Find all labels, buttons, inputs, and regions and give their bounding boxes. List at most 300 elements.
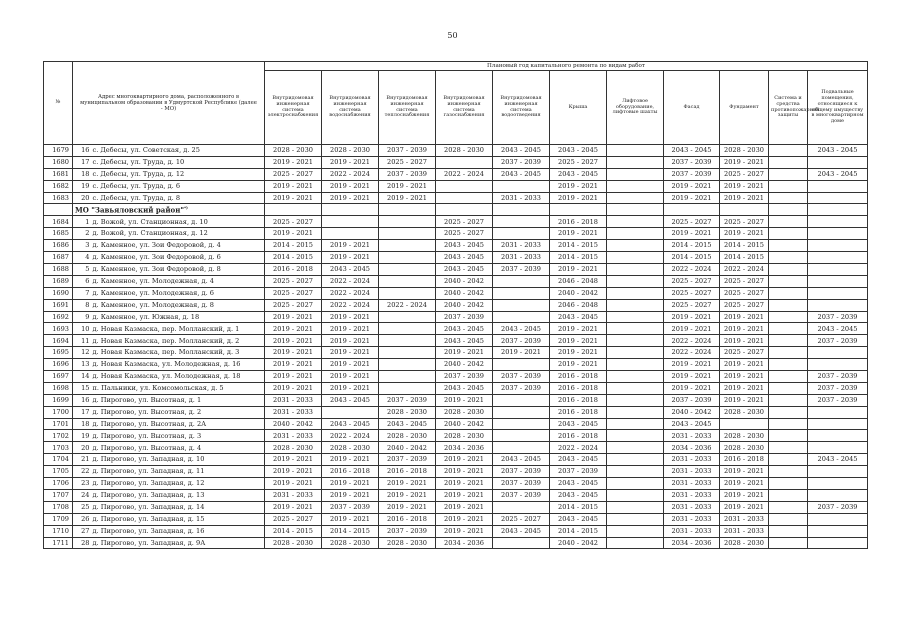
row-year-cell: 2043 - 2045: [808, 323, 868, 335]
row-seq-number: 21: [73, 454, 91, 466]
table-row: [44, 299, 868, 311]
row-year-cell: 2019 - 2021: [436, 525, 493, 537]
row-year-cell: 2043 - 2045: [436, 323, 493, 335]
row-id: 1702: [44, 430, 73, 442]
row-address: д. Пирогово, ул. Высотная, д. 3: [91, 430, 265, 442]
row-address: д. Новая Казмаска, пер. Молланский, д. 2: [91, 335, 265, 347]
row-seq-number: 15: [73, 382, 91, 394]
row-year-cell: 2025 - 2027: [265, 299, 322, 311]
row-year-cell: 2022 - 2024: [720, 264, 769, 276]
row-year-cell: 2040 - 2042: [379, 442, 436, 454]
row-year-cell: [769, 228, 808, 240]
row-year-cell: [493, 299, 550, 311]
district-empty-cell: [265, 204, 322, 216]
row-year-cell: [379, 264, 436, 276]
row-year-cell: [379, 216, 436, 228]
row-year-cell: [769, 513, 808, 525]
row-year-cell: [607, 513, 664, 525]
row-year-cell: 2025 - 2027: [436, 228, 493, 240]
row-year-cell: [607, 537, 664, 549]
row-year-cell: 2019 - 2021: [322, 240, 379, 252]
row-year-cell: [607, 478, 664, 490]
row-year-cell: 2016 - 2018: [379, 466, 436, 478]
row-year-cell: 2019 - 2021: [379, 192, 436, 204]
row-year-cell: 2025 - 2027: [720, 275, 769, 287]
row-year-cell: 2022 - 2024: [379, 299, 436, 311]
row-year-cell: [493, 406, 550, 418]
row-id: 1681: [44, 168, 73, 180]
row-year-cell: 2031 - 2033: [664, 489, 720, 501]
row-id: 1704: [44, 454, 73, 466]
row-year-cell: 2028 - 2030: [322, 537, 379, 549]
row-year-cell: 2019 - 2021: [720, 394, 769, 406]
row-year-cell: [769, 145, 808, 157]
row-year-cell: 2016 - 2018: [322, 466, 379, 478]
row-year-cell: 2019 - 2021: [436, 394, 493, 406]
row-seq-number: 7: [73, 287, 91, 299]
row-year-cell: 2043 - 2045: [493, 145, 550, 157]
row-year-cell: 2022 - 2024: [550, 442, 607, 454]
row-year-cell: [769, 430, 808, 442]
row-year-cell: 2040 - 2042: [265, 418, 322, 430]
row-year-cell: [607, 394, 664, 406]
row-year-cell: [607, 454, 664, 466]
row-year-cell: [769, 359, 808, 371]
row-year-cell: 2037 - 2039: [808, 335, 868, 347]
row-year-cell: 2043 - 2045: [379, 418, 436, 430]
row-id: 1684: [44, 216, 73, 228]
row-year-cell: [808, 228, 868, 240]
row-year-cell: [808, 192, 868, 204]
row-year-cell: 2016 - 2018: [550, 406, 607, 418]
row-address: д. Каменное, ул. Зои Федоровой, д. 6: [91, 252, 265, 264]
row-year-cell: 2019 - 2021: [436, 454, 493, 466]
row-id: 1686: [44, 240, 73, 252]
row-year-cell: 2037 - 2039: [493, 478, 550, 490]
row-year-cell: 2043 - 2045: [436, 264, 493, 276]
row-year-cell: 2037 - 2039: [493, 466, 550, 478]
row-address: с. Дебесы, ул. Труда, д. 10: [91, 156, 265, 168]
row-year-cell: 2019 - 2021: [265, 359, 322, 371]
row-address: д. Каменное, ул. Зои Федоровой, д. 4: [91, 240, 265, 252]
row-year-cell: 2031 - 2033: [265, 430, 322, 442]
row-address: д. Пирогово, ул. Западная, д. 12: [91, 478, 265, 490]
row-year-cell: 2031 - 2033: [265, 489, 322, 501]
row-year-cell: 2019 - 2021: [322, 347, 379, 359]
row-address: д. Новая Казмаска, ул. Молодежная, д. 16: [91, 359, 265, 371]
row-year-cell: 2046 - 2048: [550, 275, 607, 287]
row-year-cell: [808, 287, 868, 299]
row-year-cell: 2040 - 2042: [436, 418, 493, 430]
header-num: №: [44, 62, 73, 145]
row-year-cell: 2031 - 2033: [493, 252, 550, 264]
row-year-cell: 2031 - 2033: [493, 192, 550, 204]
row-address: д. Пирогово, ул. Западная, д. 11: [91, 466, 265, 478]
row-year-cell: 2025 - 2027: [265, 216, 322, 228]
row-year-cell: 2043 - 2045: [664, 145, 720, 157]
row-year-cell: 2019 - 2021: [265, 323, 322, 335]
row-year-cell: 2016 - 2018: [550, 216, 607, 228]
table-row: [44, 156, 868, 168]
row-year-cell: 2037 - 2039: [550, 466, 607, 478]
table-row: [44, 228, 868, 240]
row-year-cell: 2019 - 2021: [265, 501, 322, 513]
row-year-cell: 2028 - 2030: [379, 537, 436, 549]
row-id: 1679: [44, 145, 73, 157]
header-col: Внутридомовая инженерная система теплоснабжения: [379, 71, 436, 145]
row-year-cell: 2019 - 2021: [265, 156, 322, 168]
row-year-cell: 2019 - 2021: [550, 264, 607, 276]
row-address: д. Вожой, ул. Станционная, д. 10: [91, 216, 265, 228]
row-seq-number: 9: [73, 311, 91, 323]
row-year-cell: 2043 - 2045: [550, 311, 607, 323]
row-year-cell: 2040 - 2042: [550, 287, 607, 299]
row-year-cell: 2040 - 2042: [664, 406, 720, 418]
row-year-cell: 2037 - 2039: [379, 168, 436, 180]
row-year-cell: [808, 489, 868, 501]
row-id: 1710: [44, 525, 73, 537]
district-name: МО "Завьяловский район": [75, 205, 184, 215]
row-seq-number: 14: [73, 371, 91, 383]
row-id: 1689: [44, 275, 73, 287]
header-col: Внутридомовая инженерная система водоснабжения: [322, 71, 379, 145]
row-year-cell: 2019 - 2021: [265, 371, 322, 383]
row-address: д. Каменное, ул. Молодежная, д. 4: [91, 275, 265, 287]
row-address: д. Пирогово, ул. Западная, д. 10: [91, 454, 265, 466]
row-seq-number: 23: [73, 478, 91, 490]
header-plan-group: Плановый год капитального ремонта по видам работ: [265, 62, 868, 71]
row-address: с. Дебесы, ул. Труда, д. 6: [91, 180, 265, 192]
row-year-cell: [607, 156, 664, 168]
row-year-cell: 2016 - 2018: [550, 430, 607, 442]
row-year-cell: 2019 - 2021: [436, 501, 493, 513]
row-year-cell: 2037 - 2039: [808, 371, 868, 383]
row-year-cell: 2043 - 2045: [808, 168, 868, 180]
district-empty-cell: [769, 204, 808, 216]
row-year-cell: [808, 252, 868, 264]
row-address: д. Каменное, ул. Молодежная, д. 6: [91, 287, 265, 299]
row-year-cell: 2019 - 2021: [720, 180, 769, 192]
row-year-cell: [493, 275, 550, 287]
row-seq-number: 19: [73, 180, 91, 192]
row-year-cell: [769, 275, 808, 287]
row-year-cell: 2043 - 2045: [322, 394, 379, 406]
row-year-cell: 2037 - 2039: [493, 264, 550, 276]
table-row: [44, 382, 868, 394]
table-row: [44, 311, 868, 323]
row-year-cell: 2043 - 2045: [493, 525, 550, 537]
table-row: [44, 466, 868, 478]
row-id: 1688: [44, 264, 73, 276]
row-year-cell: 2019 - 2021: [720, 466, 769, 478]
capital-repair-schedule-table: [43, 61, 868, 549]
row-year-cell: 2028 - 2030: [720, 430, 769, 442]
row-year-cell: 2022 - 2024: [664, 264, 720, 276]
row-year-cell: [808, 406, 868, 418]
row-year-cell: 2043 - 2045: [322, 418, 379, 430]
row-year-cell: [769, 394, 808, 406]
district-empty-cell: [493, 204, 550, 216]
row-year-cell: 2022 - 2024: [322, 287, 379, 299]
row-year-cell: [493, 442, 550, 454]
row-year-cell: [769, 192, 808, 204]
header-col: Фасад: [664, 71, 720, 145]
district-name-cell: [73, 204, 265, 216]
row-id: 1706: [44, 478, 73, 490]
district-empty-cell: [664, 204, 720, 216]
row-year-cell: [808, 156, 868, 168]
page-number: 50: [447, 31, 458, 40]
row-year-cell: 2043 - 2045: [550, 513, 607, 525]
table-row: [44, 418, 868, 430]
row-year-cell: [769, 382, 808, 394]
row-year-cell: 2037 - 2039: [664, 394, 720, 406]
row-year-cell: [436, 180, 493, 192]
row-year-cell: 2037 - 2039: [664, 156, 720, 168]
row-address: д. Пирогово, ул. Высотная, д. 2: [91, 406, 265, 418]
row-year-cell: 2014 - 2015: [265, 240, 322, 252]
row-seq-number: 25: [73, 501, 91, 513]
row-year-cell: 2043 - 2045: [493, 323, 550, 335]
row-year-cell: 2019 - 2021: [322, 192, 379, 204]
row-year-cell: [769, 525, 808, 537]
row-year-cell: 2019 - 2021: [322, 382, 379, 394]
row-year-cell: [769, 180, 808, 192]
row-year-cell: [769, 252, 808, 264]
row-year-cell: 2019 - 2021: [322, 335, 379, 347]
row-year-cell: [493, 537, 550, 549]
table-row: [44, 287, 868, 299]
row-year-cell: [808, 430, 868, 442]
row-year-cell: 2037 - 2039: [808, 311, 868, 323]
row-year-cell: 2028 - 2030: [720, 537, 769, 549]
row-year-cell: 2037 - 2039: [493, 335, 550, 347]
row-year-cell: [769, 287, 808, 299]
row-year-cell: [379, 287, 436, 299]
row-year-cell: 2019 - 2021: [322, 371, 379, 383]
row-year-cell: 2014 - 2015: [265, 252, 322, 264]
row-year-cell: 2019 - 2021: [664, 359, 720, 371]
row-year-cell: [769, 240, 808, 252]
row-year-cell: [322, 228, 379, 240]
table-row: [44, 501, 868, 513]
row-id: 1682: [44, 180, 73, 192]
row-seq-number: 8: [73, 299, 91, 311]
row-year-cell: 2014 - 2015: [265, 525, 322, 537]
header-col: Лифтовое оборудование, лифтовые шахты: [607, 71, 664, 145]
row-year-cell: 2019 - 2021: [322, 513, 379, 525]
row-seq-number: 1: [73, 216, 91, 228]
row-seq-number: 17: [73, 406, 91, 418]
row-year-cell: 2025 - 2027: [720, 287, 769, 299]
row-year-cell: 2016 - 2018: [379, 513, 436, 525]
row-year-cell: [769, 299, 808, 311]
row-seq-number: 12: [73, 347, 91, 359]
row-year-cell: [379, 228, 436, 240]
row-year-cell: [808, 264, 868, 276]
row-address: д. Пирогово, ул. Высотная, д. 4: [91, 442, 265, 454]
row-id: 1699: [44, 394, 73, 406]
row-year-cell: 2022 - 2024: [436, 168, 493, 180]
row-year-cell: 2019 - 2021: [265, 192, 322, 204]
row-year-cell: [493, 430, 550, 442]
row-year-cell: 2043 - 2045: [550, 168, 607, 180]
row-seq-number: 11: [73, 335, 91, 347]
district-row: [44, 204, 868, 216]
row-year-cell: 2019 - 2021: [322, 180, 379, 192]
row-year-cell: 2019 - 2021: [664, 180, 720, 192]
row-id: 1707: [44, 489, 73, 501]
row-seq-number: 17: [73, 156, 91, 168]
row-id: 1705: [44, 466, 73, 478]
header-col: Внутридомовая инженерная система газоснабжения: [436, 71, 493, 145]
row-id: 1711: [44, 537, 73, 549]
row-year-cell: 2037 - 2039: [436, 311, 493, 323]
row-year-cell: [607, 240, 664, 252]
row-year-cell: 2019 - 2021: [265, 347, 322, 359]
row-year-cell: [607, 418, 664, 430]
district-empty-cell: [436, 204, 493, 216]
row-id: 1692: [44, 311, 73, 323]
row-id: 1694: [44, 335, 73, 347]
row-address: с. Дебесы, ул. Труда, д. 8: [91, 192, 265, 204]
row-seq-number: 16: [73, 394, 91, 406]
row-address: д. Новая Казмаска, пер. Молланский, д. 3: [91, 347, 265, 359]
row-year-cell: 2025 - 2027: [265, 513, 322, 525]
row-id: 1685: [44, 228, 73, 240]
row-year-cell: 2025 - 2027: [550, 156, 607, 168]
row-year-cell: [607, 430, 664, 442]
table-row: [44, 192, 868, 204]
row-year-cell: [607, 466, 664, 478]
row-year-cell: 2028 - 2030: [265, 145, 322, 157]
row-year-cell: 2019 - 2021: [720, 489, 769, 501]
row-year-cell: [769, 501, 808, 513]
row-year-cell: [769, 442, 808, 454]
row-year-cell: 2043 - 2045: [436, 240, 493, 252]
row-seq-number: 3: [73, 240, 91, 252]
row-year-cell: 2037 - 2039: [379, 145, 436, 157]
row-year-cell: 2031 - 2033: [265, 394, 322, 406]
row-year-cell: 2022 - 2024: [322, 275, 379, 287]
table-row: [44, 275, 868, 287]
row-address: д. Пирогово, ул. Западная, д. 16: [91, 525, 265, 537]
row-year-cell: 2043 - 2045: [808, 454, 868, 466]
row-year-cell: 2016 - 2018: [550, 382, 607, 394]
row-year-cell: [607, 216, 664, 228]
row-year-cell: [808, 513, 868, 525]
row-year-cell: 2019 - 2021: [265, 228, 322, 240]
table-row: [44, 168, 868, 180]
row-year-cell: [607, 525, 664, 537]
row-year-cell: 2025 - 2027: [664, 299, 720, 311]
row-year-cell: 2014 - 2015: [664, 240, 720, 252]
row-year-cell: 2034 - 2036: [664, 537, 720, 549]
row-year-cell: 2019 - 2021: [550, 180, 607, 192]
row-id: 1701: [44, 418, 73, 430]
row-year-cell: 2037 - 2039: [493, 382, 550, 394]
row-year-cell: [769, 371, 808, 383]
row-year-cell: [607, 192, 664, 204]
row-year-cell: 2037 - 2039: [379, 394, 436, 406]
row-year-cell: 2025 - 2027: [493, 513, 550, 525]
row-year-cell: [379, 275, 436, 287]
row-address: д. Пирогово, ул. Высотная, д. 2А: [91, 418, 265, 430]
header-col: Система и средства противопожарной защиты: [769, 71, 808, 145]
table-row: [44, 347, 868, 359]
row-seq-number: 22: [73, 466, 91, 478]
row-year-cell: [769, 216, 808, 228]
row-year-cell: 2019 - 2021: [322, 454, 379, 466]
row-year-cell: [322, 406, 379, 418]
row-year-cell: 2028 - 2030: [322, 145, 379, 157]
row-year-cell: [808, 299, 868, 311]
row-id: 1680: [44, 156, 73, 168]
row-year-cell: 2031 - 2033: [664, 466, 720, 478]
row-year-cell: [493, 359, 550, 371]
row-year-cell: 2019 - 2021: [550, 347, 607, 359]
row-year-cell: 2043 - 2045: [436, 335, 493, 347]
row-year-cell: 2031 - 2033: [664, 513, 720, 525]
row-year-cell: [607, 228, 664, 240]
row-year-cell: 2028 - 2030: [265, 442, 322, 454]
row-year-cell: 2043 - 2045: [664, 418, 720, 430]
row-year-cell: 2019 - 2021: [720, 323, 769, 335]
row-year-cell: [379, 347, 436, 359]
row-year-cell: 2043 - 2045: [493, 454, 550, 466]
row-seq-number: 19: [73, 430, 91, 442]
row-year-cell: 2040 - 2042: [436, 299, 493, 311]
row-year-cell: 2019 - 2021: [436, 513, 493, 525]
row-year-cell: 2028 - 2030: [720, 145, 769, 157]
row-year-cell: [607, 252, 664, 264]
row-seq-number: 4: [73, 252, 91, 264]
row-year-cell: [493, 180, 550, 192]
row-year-cell: 2043 - 2045: [322, 264, 379, 276]
row-year-cell: 2019 - 2021: [550, 335, 607, 347]
row-year-cell: 2031 - 2033: [265, 406, 322, 418]
row-year-cell: [493, 394, 550, 406]
district-empty-cell: [607, 204, 664, 216]
row-year-cell: 2019 - 2021: [436, 466, 493, 478]
row-year-cell: [769, 264, 808, 276]
row-year-cell: 2019 - 2021: [265, 335, 322, 347]
row-year-cell: 2043 - 2045: [550, 489, 607, 501]
row-year-cell: [379, 252, 436, 264]
row-year-cell: [493, 311, 550, 323]
row-year-cell: 2019 - 2021: [664, 192, 720, 204]
row-seq-number: 16: [73, 145, 91, 157]
table-row: [44, 442, 868, 454]
row-seq-number: 20: [73, 442, 91, 454]
row-year-cell: 2019 - 2021: [265, 466, 322, 478]
row-year-cell: 2019 - 2021: [720, 156, 769, 168]
row-year-cell: 2019 - 2021: [322, 156, 379, 168]
row-year-cell: 2019 - 2021: [550, 359, 607, 371]
row-year-cell: 2019 - 2021: [550, 228, 607, 240]
row-year-cell: 2019 - 2021: [720, 359, 769, 371]
row-year-cell: 2034 - 2036: [664, 442, 720, 454]
row-year-cell: [379, 335, 436, 347]
row-year-cell: 2037 - 2039: [322, 501, 379, 513]
row-year-cell: 2016 - 2018: [720, 454, 769, 466]
row-year-cell: 2025 - 2027: [720, 168, 769, 180]
row-address: д. Новая Казмаска, пер. Молланский, д. 1: [91, 323, 265, 335]
row-year-cell: 2019 - 2021: [550, 192, 607, 204]
row-address: п. Пальники, ул. Комсомольская, д. 5: [91, 382, 265, 394]
table-row: [44, 240, 868, 252]
row-address: д. Пирогово, ул. Высотная, д. 1: [91, 394, 265, 406]
